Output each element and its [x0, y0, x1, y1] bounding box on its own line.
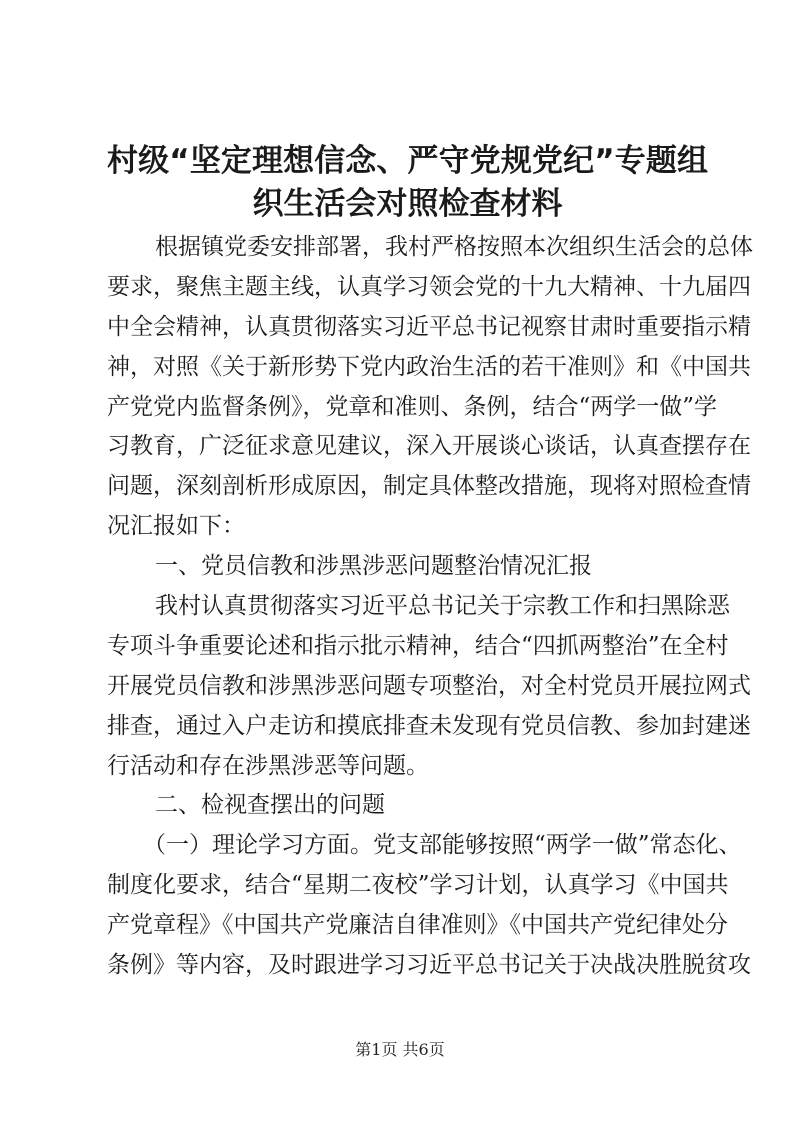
text-line: 条例》等内容，及时跟进学习习近平总书记关于决战决胜脱贫攻 — [107, 952, 751, 979]
text-line: 行活动和存在涉黑涉恶等问题。 — [107, 752, 429, 779]
page-footer: 第1页 共6页 — [355, 1040, 445, 1059]
document-title — [107, 140, 708, 226]
text-line: 产党党内监督条例》，党章和准则、条例，结合“两学一做”学 — [107, 393, 718, 420]
text-line: （一）理论学习方面。党支部能够按照“两学一做”常态化、 — [143, 832, 742, 859]
text-line: 习教育，广泛征求意见建议，深入开展谈心谈话，认真查摆存在 — [107, 433, 751, 460]
text-line: 中全会精神，认真贯彻落实习近平总书记视察甘肃时重要指示精 — [107, 313, 751, 340]
text-line: 我村认真贯彻落实习近平总书记关于宗教工作和扫黑除恶 — [155, 593, 730, 620]
text-line: 问题，深刻剖析形成原因，制定具体整改措施，现将对照检查情 — [107, 473, 751, 500]
text-line: 专项斗争重要论述和指示批示精神，结合“四抓两整治”在全村 — [107, 632, 729, 659]
document-body — [107, 228, 753, 986]
text-line: 根据镇党委安排部署，我村严格按照本次组织生活会的总体 — [155, 234, 753, 260]
text-line: 产党章程》《中国共产党廉洁自律准则》《中国共产党纪律处分 — [107, 912, 728, 939]
text-line: 要求，聚焦主题主线，认真学习领会党的十九大精神、十九届四 — [107, 273, 751, 300]
text-line: 神，对照《关于新形势下党内政治生活的若干准则》和《中国共 — [107, 353, 751, 380]
section-heading — [107, 547, 708, 587]
title-line-1: 村级“坚定理想信念、严守党规党纪”专题组 — [107, 143, 708, 179]
paragraph — [107, 826, 751, 986]
paragraph — [107, 587, 751, 786]
text-line: 一、党员信教和涉黑涉恶问题整治情况汇报 — [155, 553, 592, 580]
section-heading — [107, 786, 708, 826]
text-line: 制度化要求，结合“星期二夜校”学习计划，认真学习《中国共 — [107, 872, 729, 899]
text-line: 况汇报如下： — [107, 513, 245, 540]
title-line-2: 织生活会对照检查材料 — [252, 186, 563, 222]
paragraph — [107, 228, 753, 547]
text-line: 排查，通过入户走访和摸底排查未发现有党员信教、参加封建迷 — [107, 712, 751, 739]
text-line: 二、检视查摆出的问题 — [155, 792, 385, 819]
text-line: 开展党员信教和涉黑涉恶问题专项整治，对全村党员开展拉网式 — [107, 672, 751, 699]
